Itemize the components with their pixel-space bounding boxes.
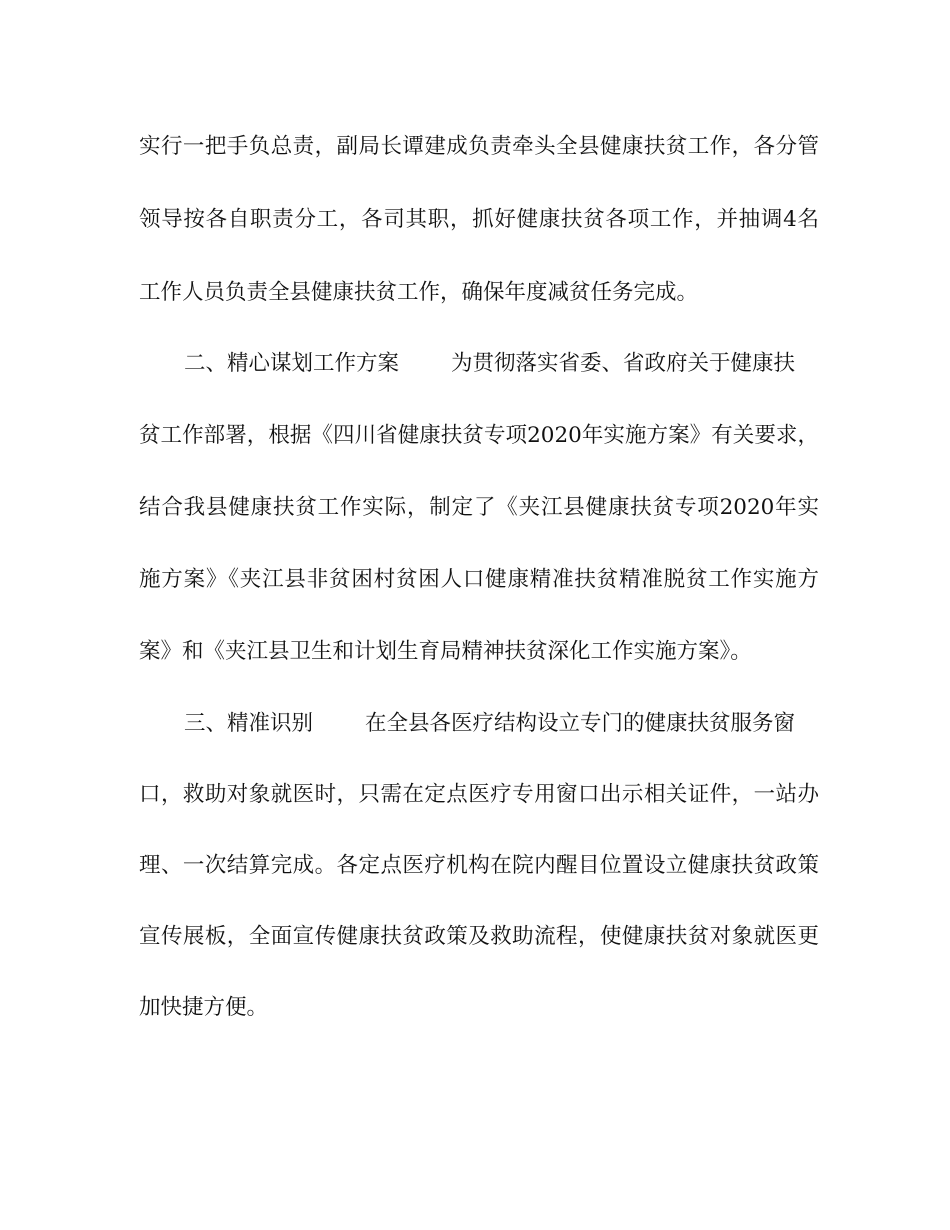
section-2-text: 为贯彻落实省委、省政府关于健康扶: [451, 351, 796, 376]
paragraph-line: 宣传展板，全面宣传健康扶贫政策及救助流程，使健康扶贫对象就医更: [139, 924, 819, 949]
section-2-first-line: [184, 349, 819, 379]
paragraph-line: 领导按各自职责分工，各司其职，抓好健康扶贫各项工作，并抽调4名: [139, 207, 819, 232]
section-3-first-line: [184, 709, 819, 739]
paragraph-line: 贫工作部署，根据《四川省健康扶贫专项2020年实施方案》有关要求，: [139, 423, 819, 448]
section-3-heading: 三、精准识别: [184, 711, 314, 736]
paragraph-line: 案》和《夹江县卫生和计划生育局精神扶贫深化工作实施方案》。: [139, 639, 752, 664]
paragraph-line: 结合我县健康扶贫工作实际，制定了《夹江县健康扶贫专项2020年实: [139, 495, 819, 520]
paragraph-line: 理、一次结算完成。各定点医疗机构在院内醒目位置设立健康扶贫政策: [139, 853, 819, 878]
paragraph-line: 工作人员负责全县健康扶贫工作，确保年度减贫任务完成。: [139, 280, 699, 305]
paragraph-line: 加快捷方便。: [139, 995, 269, 1020]
paragraph-line: 口，救助对象就医时，只需在定点医疗专用窗口出示相关证件，一站办: [139, 782, 819, 807]
section-3-text: 在全县各医疗结构设立专门的健康扶贫服务窗: [365, 711, 796, 736]
paragraph-line: 实行一把手负总责，副局长谭建成负责牵头全县健康扶贫工作，各分管: [139, 134, 819, 159]
section-2-heading: 二、精心谋划工作方案: [184, 351, 400, 376]
paragraph-line: 施方案》《夹江县非贫困村贫困人口健康精准扶贫精准脱贫工作实施方: [139, 567, 819, 592]
